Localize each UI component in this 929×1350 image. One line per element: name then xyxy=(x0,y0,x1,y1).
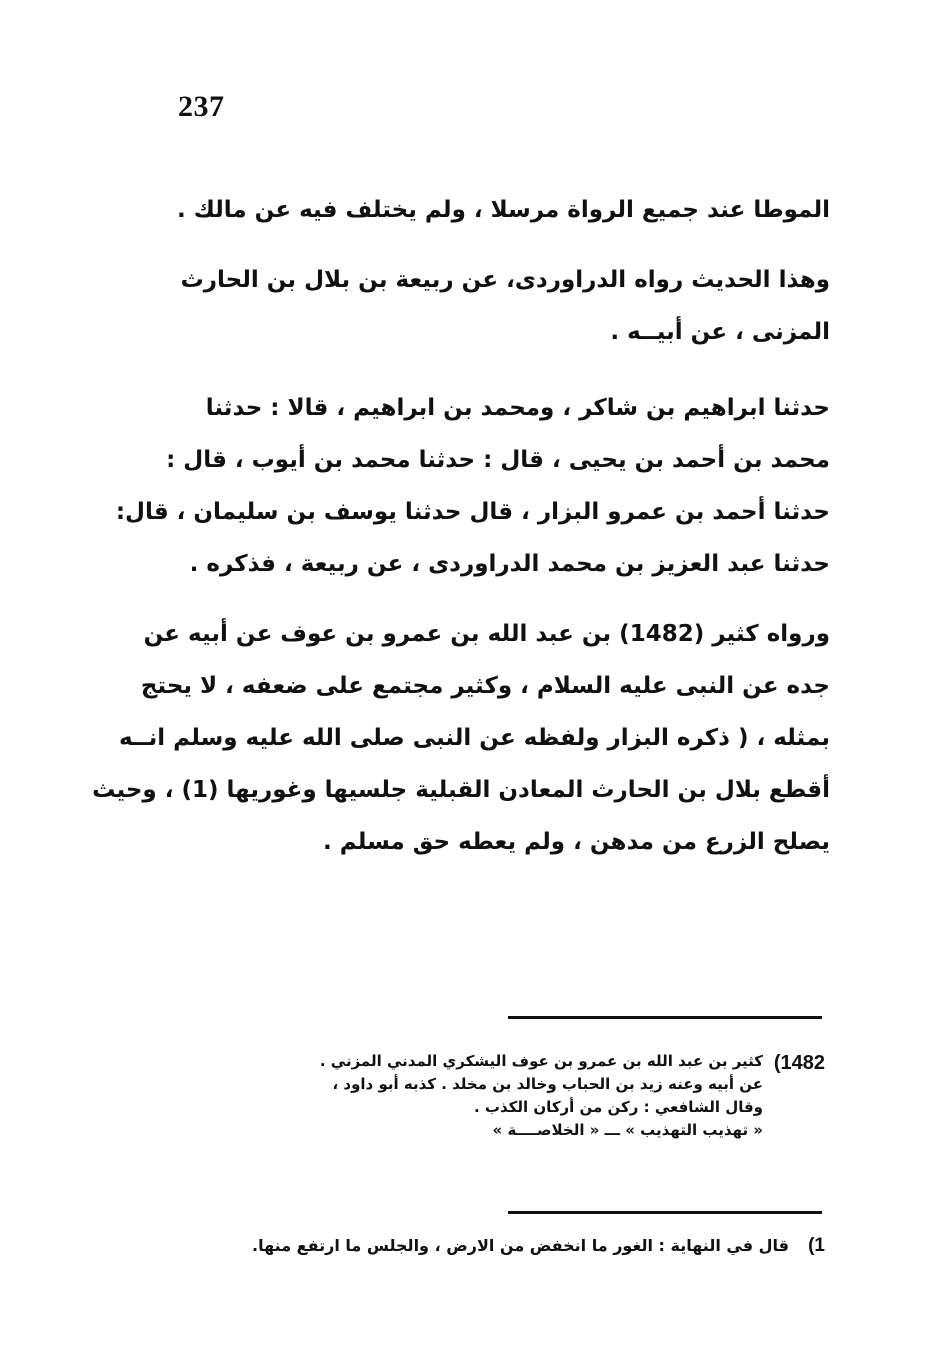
paragraph-line: وهذا الحديث رواه الدراوردى، عن ربيعة بن بلال بن الحارث xyxy=(180,267,830,293)
paragraph-line: حدثنا أحمد بن عمرو البزار ، قال حدثنا يوسف بن سليمان ، قال: xyxy=(115,499,830,525)
paragraph-2 xyxy=(150,254,830,358)
paragraph-1 xyxy=(150,184,830,236)
footnote-line: وقال الشافعي : ركن من أركان الكذب . xyxy=(474,1098,763,1116)
footnote-marker: 1482) xyxy=(773,1052,825,1074)
paragraph-line: بمثله ، ( ذكره البزار ولفظه عن النبى صلى الله عليه وسلم انــه xyxy=(118,725,830,751)
footnote-line: « تهذيب التهذيب » ـــ « الخلاصــــة » xyxy=(492,1121,763,1139)
paragraph-line: أقطع بلال بن الحارث المعادن القبلية جلسيها وغوريها (1) ، وحيث xyxy=(92,777,830,803)
paragraph-line: جده عن النبى عليه السلام ، وكثير مجتمع على ضعفه ، لا يحتج xyxy=(140,673,830,699)
paragraph-line: ورواه كثير (1482) بن عبد الله بن عمرو بن عوف عن أبيه عن xyxy=(143,621,830,647)
footnote-line: عن أبيه وعنه زيد بن الحباب وخالد بن مخلد . كذبه أبو داود ، xyxy=(332,1075,763,1093)
footnote-body xyxy=(170,1050,763,1142)
paragraph-line: المزنى ، عن أبيــه . xyxy=(610,319,830,345)
paragraph-line: الموطا عند جميع الرواة مرسلا ، ولم يختلف فيه عن مالك . xyxy=(177,197,830,223)
paragraph-line: محمد بن أحمد بن يحيى ، قال : حدثنا محمد بن أيوب ، قال : xyxy=(166,447,830,473)
page-number: 237 xyxy=(178,90,225,123)
paragraph-line: يصلح الزرع من مدهن ، ولم يعطه حق مسلم . xyxy=(322,829,830,855)
paragraph-line: حدثنا عبد العزيز بن محمد الدراوردى ، عن ربيعة ، فذكره . xyxy=(189,551,830,577)
footnote-line: كثير بن عبد الله بن عمرو بن عوف اليشكري المدني المزني . xyxy=(319,1052,763,1070)
paragraph-4 xyxy=(92,608,830,868)
footnote-1482 xyxy=(170,1050,825,1142)
footnote-divider xyxy=(508,1016,822,1019)
footnote-divider xyxy=(508,1211,822,1214)
paragraph-line: حدثنا ابراهيم بن شاكر ، ومحمد بن ابراهيم ، قالا : حدثنا xyxy=(205,395,830,421)
footnote-marker: 1) xyxy=(808,1235,825,1256)
footnote-text: قال في النهاية : الغور ما انخفض من الارض ، والجلس ما ارتفع منها. xyxy=(252,1236,789,1255)
footnote-1 xyxy=(170,1233,825,1259)
paragraph-3 xyxy=(115,382,830,590)
